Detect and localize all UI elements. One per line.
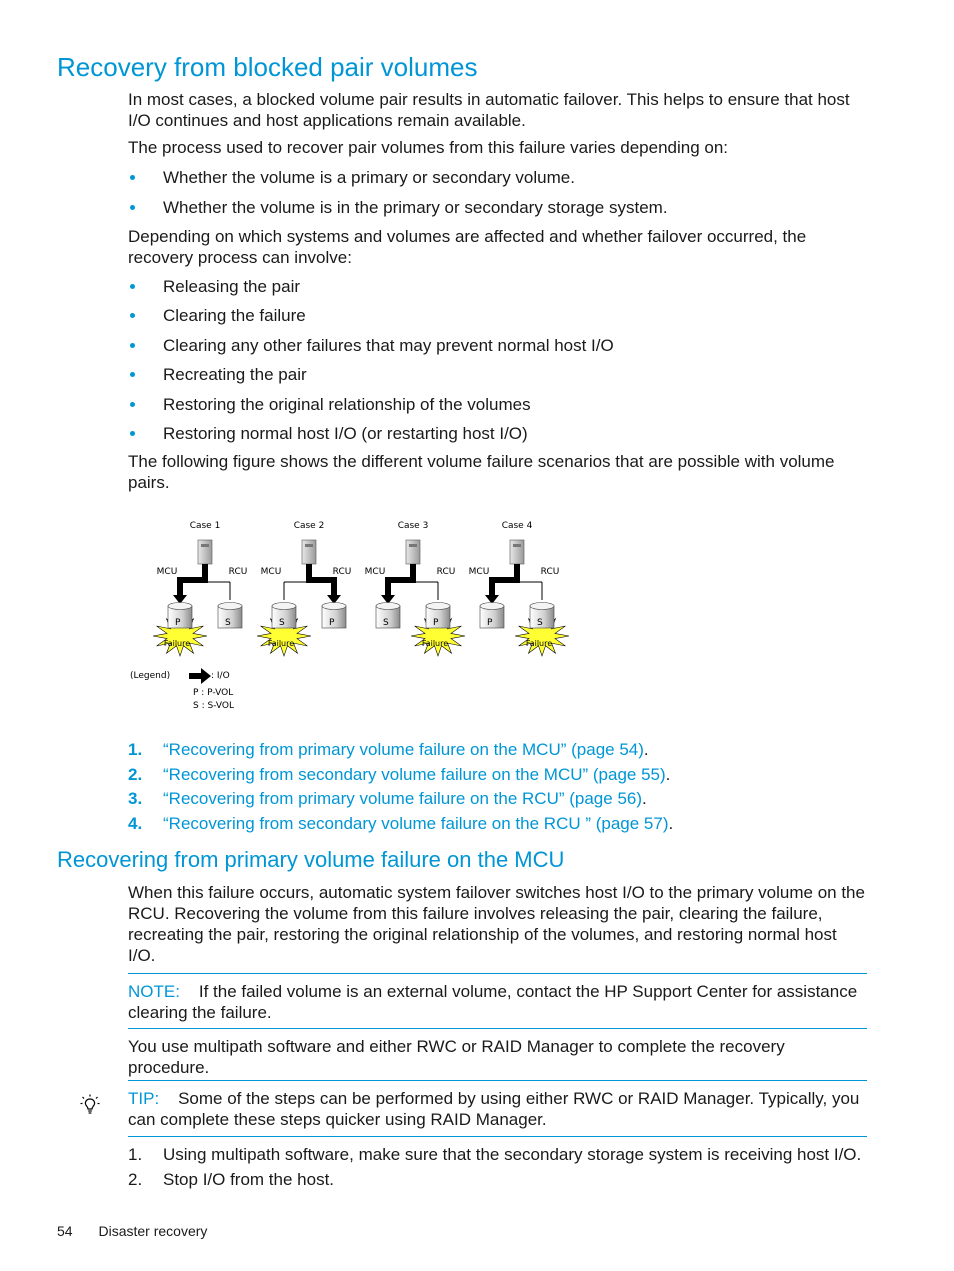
case-label: Case 3 [397, 521, 429, 531]
step-text: Using multipath software, make sure that the secondary storage system is receiving host I/O. [163, 1145, 862, 1164]
rcu-label: RCU [436, 567, 456, 577]
legend-pvol: P : P-VOL [193, 688, 234, 698]
scenario-link-4[interactable]: “Recovering from secondary volume failure on the RCU ” (page 57) [163, 813, 669, 833]
case-diagram-4 [469, 521, 569, 656]
note-block [128, 981, 868, 1023]
disk-label: P [433, 618, 439, 628]
list-item: Whether the volume is a primary or secondary volume. [128, 167, 868, 197]
disk-label: S [279, 618, 285, 628]
server-slot [305, 544, 313, 547]
list-tail: . [642, 789, 647, 808]
io-arrow [492, 564, 517, 596]
disk-label: P [487, 618, 493, 628]
server-slot [513, 544, 521, 547]
bullet-list-1 [128, 167, 868, 218]
scenario-link-2[interactable]: “Recovering from secondary volume failure on the MCU” (page 55) [163, 764, 666, 784]
footer-section: Disaster recovery [98, 1223, 208, 1239]
tip-top-rule [128, 1080, 867, 1081]
note-label: NOTE: [128, 982, 180, 1001]
scenario-links [128, 739, 868, 837]
list-item: Clearing the failure [128, 305, 868, 334]
tip-text: Some of the steps can be performed by using either RWC or RAID Manager. Typically, you can complete these steps quicker using RAID Manager. [128, 1089, 860, 1129]
note-bottom-rule [128, 1028, 867, 1029]
lightbulb-icon [80, 1094, 100, 1116]
disk-label: P [175, 618, 181, 628]
intro-paragraph-4: The following figure shows the different volume failure scenarios that are possible with volume pairs. [128, 452, 835, 492]
mcu-label: MCU [260, 567, 282, 577]
disk-label: S [225, 618, 231, 628]
list-number: 2. [128, 764, 143, 784]
disk-top [426, 603, 450, 610]
section-heading: Recovering from primary volume failure on the MCU [57, 847, 565, 872]
step-item [128, 1144, 868, 1169]
server-icon [302, 540, 316, 564]
legend-title: (Legend) [130, 671, 171, 681]
bullet-list-2 [128, 276, 868, 444]
case-label: Case 2 [293, 521, 325, 531]
page-footer [57, 1223, 207, 1239]
disk-label: S [537, 618, 543, 628]
rcu-label: RCU [540, 567, 560, 577]
tip-label: TIP: [128, 1089, 160, 1108]
mcu-label: MCU [364, 567, 386, 577]
server-slot [409, 544, 417, 547]
server-icon [406, 540, 420, 564]
mcu-label: MCU [468, 567, 490, 577]
intro-paragraph-1: In most cases, a blocked volume pair results in automatic failover. This helps to ensure that host I/O continues and host applications remain available. [128, 90, 850, 130]
tip-block [128, 1088, 868, 1130]
legend-arrow-icon [189, 668, 211, 684]
section-paragraph-2: You use multipath software and either RWC or RAID Manager to complete the recovery procedure. [128, 1037, 785, 1077]
io-arrow [309, 564, 334, 596]
failure-label: Failure [421, 639, 449, 648]
list-item: Clearing any other failures that may prevent normal host I/O [128, 335, 868, 364]
rcu-label: RCU [332, 567, 352, 577]
list-tail: . [665, 764, 671, 784]
note-text: If the failed volume is an external volume, contact the HP Support Center for assistance clearing the failure. [128, 982, 858, 1022]
failure-label: Failure [163, 639, 191, 648]
case-label: Case 1 [189, 521, 221, 531]
case-diagram-2 [257, 521, 351, 656]
server-icon [510, 540, 524, 564]
scenario-link-1[interactable]: “Recovering from primary volume failure on the MCU” (page 54) [163, 740, 644, 759]
intro-paragraph-3: Depending on which systems and volumes are affected and whether failover occurred, the recovery process can involve: [128, 227, 807, 267]
disk-top [272, 603, 296, 610]
disk-top [322, 603, 346, 610]
disk-top [218, 603, 242, 610]
list-item: Releasing the pair [128, 276, 868, 305]
list-item [128, 813, 868, 838]
procedure-steps [128, 1144, 868, 1193]
server-slot [201, 544, 209, 547]
list-item: Whether the volume is in the primary or secondary storage system. [128, 197, 868, 218]
disk-label: P [329, 618, 335, 628]
list-item [128, 739, 868, 764]
failure-label: Failure [525, 639, 553, 648]
list-item: Recreating the pair [128, 364, 868, 393]
step-item [128, 1169, 868, 1194]
io-arrow [180, 564, 205, 596]
disk-top [480, 603, 504, 610]
list-item: Restoring normal host I/O (or restarting host I/O) [128, 423, 868, 444]
list-item: Restoring the original relationship of the volumes [128, 394, 868, 423]
case-diagram-1 [153, 521, 247, 656]
disk-label: S [383, 618, 389, 628]
step-text: Stop I/O from the host. [163, 1169, 335, 1189]
note-top-rule [128, 973, 867, 974]
step-number: 2. [128, 1169, 143, 1189]
disk-top [168, 603, 192, 610]
server-icon [198, 540, 212, 564]
rcu-label: RCU [228, 567, 248, 577]
legend-io: : I/O [211, 671, 230, 681]
volume-failure-figure [125, 512, 585, 717]
scenario-link-3[interactable]: “Recovering from primary volume failure on the RCU” (page 56) [163, 789, 643, 808]
step-number: 1. [128, 1145, 143, 1164]
page-heading: Recovery from blocked pair volumes [57, 52, 478, 82]
page-number: 54 [57, 1223, 73, 1239]
mcu-label: MCU [156, 567, 178, 577]
section-paragraph-1: When this failure occurs, automatic system failover switches host I/O to the primary volume on the RCU. Recovering the volume from this failure involves releasing the pair, clearing the failure, recreating the pair, restoring the original relationship of the volumes, and restoring normal host I/O. [128, 883, 865, 965]
case-diagram-3 [365, 521, 465, 656]
list-number: 4. [128, 813, 143, 833]
list-number: 3. [128, 789, 143, 808]
disk-top [376, 603, 400, 610]
case-label: Case 4 [501, 521, 533, 531]
disk-top [530, 603, 554, 610]
tip-bottom-rule [128, 1136, 867, 1137]
failure-label: Failure [267, 639, 295, 648]
list-tail: . [668, 813, 674, 833]
list-tail: . [643, 740, 649, 759]
io-arrow [388, 564, 413, 596]
intro-paragraph-2: The process used to recover pair volumes from this failure varies depending on: [128, 138, 729, 157]
list-item [128, 788, 868, 813]
list-item [128, 764, 868, 789]
list-number: 1. [128, 740, 143, 759]
legend-svol: S : S-VOL [193, 701, 234, 711]
